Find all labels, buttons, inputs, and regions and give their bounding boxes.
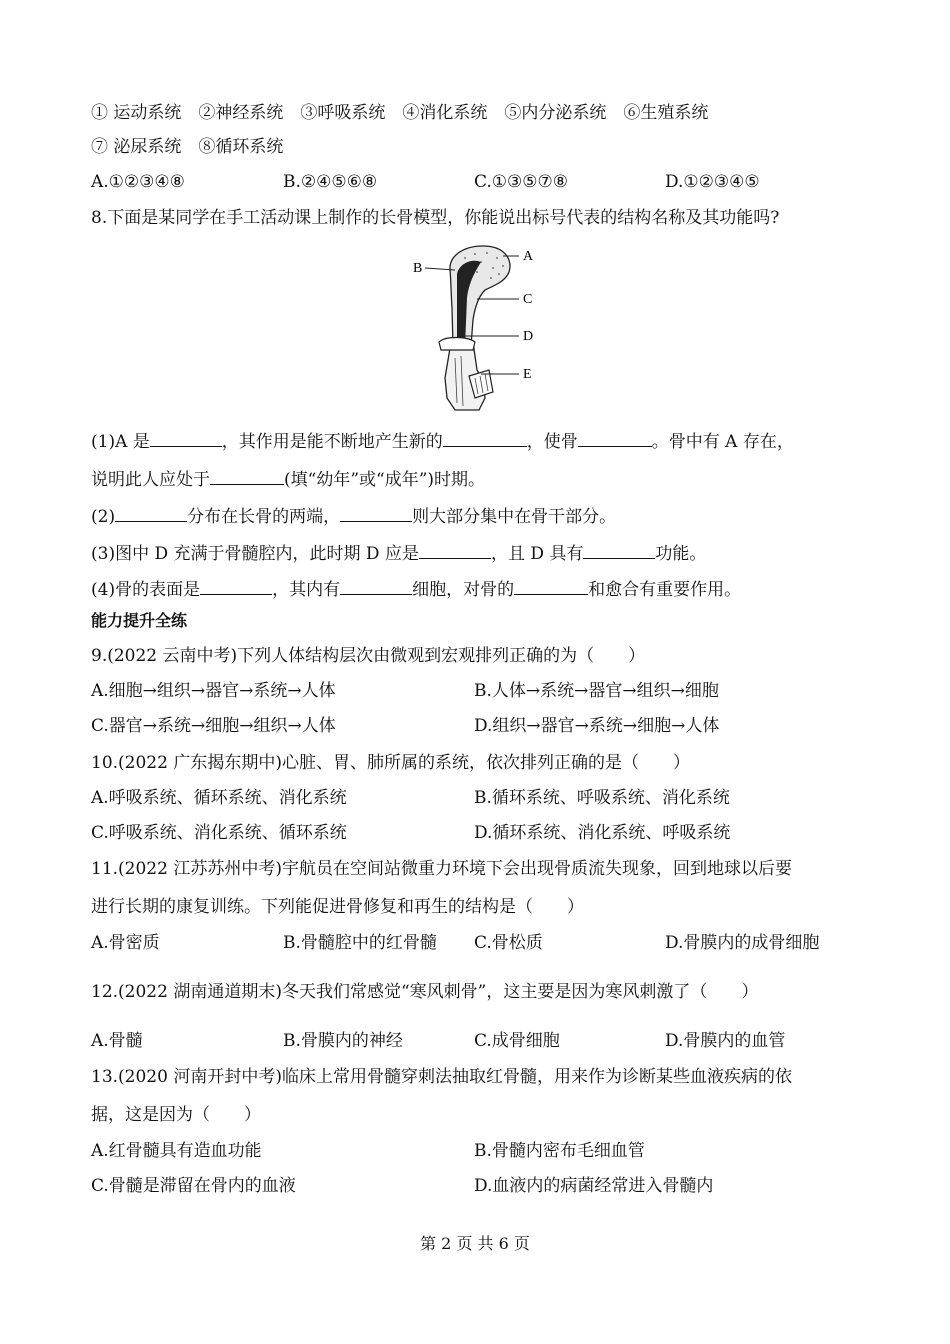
q9-option-b: B.人体→系统→器官→组织→细胞 [474, 681, 719, 701]
q12-option-a: A.骨髓 [91, 1031, 143, 1051]
answer-blank[interactable] [340, 576, 412, 595]
answer-blank[interactable] [210, 466, 284, 485]
q9-stem: 9.(2022 云南中考)下列人体结构层次由微观到宏观排列正确的为（ ） [91, 646, 646, 666]
answer-blank[interactable] [578, 428, 652, 447]
q7-option-b: B.②④⑤⑥⑧ [283, 172, 378, 192]
page-footer: 第 2 页 共 6 页 [420, 1234, 530, 1253]
q11-stem-line1: 11.(2022 江苏苏州中考)宇航员在空间站微重力环境下会出现骨质流失现象，回到地球以后要 [91, 859, 792, 879]
section-title: 能力提升全练 [91, 611, 188, 630]
q8-stem: 8.下面是某同学在手工活动课上制作的长骨模型，你能说出标号代表的结构名称及其功能吗? [91, 208, 780, 228]
q12-stem: 12.(2022 湖南通道期末)冬天我们常感觉“寒风刺骨”，这主要是因为寒风刺激了（ ） [91, 982, 759, 1002]
q13-option-a: A.红骨髓具有造血功能 [91, 1141, 262, 1161]
q11-option-d: D.骨膜内的成骨细胞 [665, 933, 820, 953]
answer-blank[interactable] [419, 540, 491, 559]
q9-option-c: C.器官→系统→细胞→组织→人体 [91, 716, 336, 736]
q8-part2: (2) 分布在长骨的两端， 则大部分集中在骨干部分。 [91, 503, 616, 528]
q7-option-a: A.①②③④⑧ [91, 172, 185, 192]
q8-part1-line1: (1)A 是 ，其作用是能不断地产生新的 ，使骨 。骨中有 A 存在， [91, 428, 794, 453]
q10-option-d: D.循环系统、消化系统、呼吸系统 [474, 823, 731, 843]
figure-label-e: E [523, 367, 532, 382]
q10-option-a: A.呼吸系统、循环系统、消化系统 [91, 788, 347, 808]
q9-option-d: D.组织→器官→系统→细胞→人体 [474, 716, 720, 736]
q7-option-d: D.①②③④⑤ [665, 172, 760, 192]
q11-option-b: B.骨髓腔中的红骨髓 [283, 933, 437, 953]
figure-label-c: C [523, 292, 533, 307]
figure-label-b: B [413, 261, 423, 276]
q13-option-d: D.血液内的病菌经常进入骨髓内 [474, 1176, 714, 1196]
q13-stem-line2: 据，这是因为（ ） [91, 1105, 261, 1125]
q13-option-b: B.骨髓内密布毛细血管 [474, 1141, 645, 1161]
q9-option-a: A.细胞→组织→器官→系统→人体 [91, 681, 336, 701]
q7-systems-line2: ⑦ 泌尿系统 ⑧循环系统 [91, 137, 284, 157]
q7-option-c: C.①③⑤⑦⑧ [474, 172, 569, 192]
answer-blank[interactable] [340, 503, 412, 522]
q10-stem: 10.(2022 广东揭东期中)心脏、胃、肺所属的系统，依次排列正确的是（ ） [91, 753, 690, 773]
q13-stem-line1: 13.(2020 河南开封中考)临床上常用骨髓穿刺法抽取红骨髓，用来作为诊断某些血液疾病的依 [91, 1067, 792, 1087]
answer-blank[interactable] [583, 540, 655, 559]
q11-stem-line2: 进行长期的康复训练。下列能促进骨修复和再生的结构是（ ） [91, 897, 584, 917]
long-bone-figure [405, 238, 545, 416]
q12-option-d: D.骨膜内的血管 [665, 1031, 786, 1051]
figure-label-d: D [523, 329, 534, 344]
answer-blank[interactable] [514, 576, 588, 595]
answer-blank[interactable] [150, 428, 222, 447]
answer-blank[interactable] [443, 428, 527, 447]
q11-option-a: A.骨密质 [91, 933, 160, 953]
q12-option-c: C.成骨细胞 [474, 1031, 560, 1051]
q13-option-c: C.骨髓是滞留在骨内的血液 [91, 1176, 296, 1196]
answer-blank[interactable] [200, 576, 272, 595]
q7-systems-line1: ① 运动系统 ②神经系统 ③呼吸系统 ④消化系统 ⑤内分泌系统 ⑥生殖系统 [91, 103, 709, 123]
answer-blank[interactable] [115, 503, 187, 522]
q11-option-c: C.骨松质 [474, 933, 543, 953]
q10-option-c: C.呼吸系统、消化系统、循环系统 [91, 823, 347, 843]
q8-part3: (3)图中 D 充满于骨髓腔内，此时期 D 应是 ，且 D 具有 功能。 [91, 540, 706, 565]
q8-part1-line2: 说明此人应处于 (填“幼年”或“成年”)时期。 [91, 466, 485, 491]
q12-option-b: B.骨膜内的神经 [283, 1031, 403, 1051]
figure-label-a: A [523, 249, 534, 264]
q8-part4: (4)骨的表面是 ，其内有 细胞，对骨的 和愈合有重要作用。 [91, 576, 741, 601]
q10-option-b: B.循环系统、呼吸系统、消化系统 [474, 788, 730, 808]
